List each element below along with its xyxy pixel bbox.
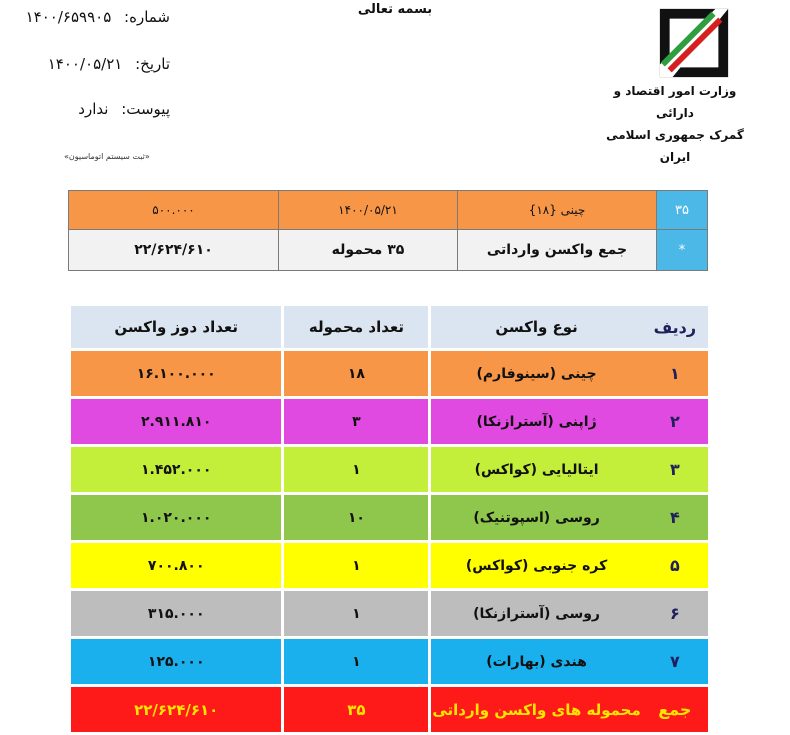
header-row-number: ردیف [642, 306, 708, 350]
summary-row-latest [69, 191, 708, 230]
row-number: ۱ [642, 350, 708, 398]
table-row [70, 542, 709, 590]
dose-count: ۱.۴۵۲.۰۰۰ [70, 446, 283, 494]
shipment-count: ۱۸ [283, 350, 430, 398]
dose-count: ۱۶.۱۰۰.۰۰۰ [70, 350, 283, 398]
table-row [70, 446, 709, 494]
summary-total-marker: * [657, 230, 708, 271]
row-number: ۵ [642, 542, 708, 590]
header-shipments: تعداد محموله [283, 306, 430, 350]
total-description: محموله های واکسن وارداتی [430, 686, 642, 734]
customs-logo-icon [655, 4, 733, 82]
ministry-name: وزارت امور اقتصاد و دارائی [613, 84, 737, 120]
letter-date-label: تاریخ: [135, 55, 170, 73]
letter-attachment-label: پیوست: [121, 100, 170, 118]
bismillah-heading: بسمه تعالی [357, 2, 433, 17]
shipment-count: ۱ [283, 638, 430, 686]
letter-number [26, 8, 170, 26]
table-row [70, 638, 709, 686]
vaccine-type: ژاپنی (آسترازنکا) [430, 398, 642, 446]
letter-attachment [78, 100, 170, 118]
table-row [70, 350, 709, 398]
summary-total-doses: ۲۲/۶۲۴/۶۱۰ [69, 230, 279, 271]
letter-number-label: شماره: [124, 8, 170, 26]
total-doses: ۲۲/۶۲۴/۶۱۰ [70, 686, 283, 734]
letter-attachment-value: ندارد [78, 100, 109, 118]
summary-shipment-number: ۳۵ [657, 191, 708, 230]
ministry-block [600, 80, 750, 168]
dose-count: ۲.۹۱۱.۸۱۰ [70, 398, 283, 446]
summary-date: ۱۴۰۰/۰۵/۲۱ [279, 191, 458, 230]
vaccine-type: روسی (اسپوتنیک) [430, 494, 642, 542]
header-vaccine-type: نوع واکسن [430, 306, 642, 350]
summary-doses: ۵۰۰.۰۰۰ [69, 191, 279, 230]
shipment-count: ۱ [283, 542, 430, 590]
letter-date-value: ۱۴۰۰/۰۵/۲۱ [47, 55, 123, 73]
summary-vaccine-type: چینی {۱۸} [458, 191, 657, 230]
row-number: ۷ [642, 638, 708, 686]
automation-note: «ثبت سیستم اتوماسیون» [64, 152, 150, 161]
total-label: جمع [642, 686, 708, 734]
header-doses: تعداد دوز واکسن [70, 306, 283, 350]
dose-count: ۱.۰۲۰.۰۰۰ [70, 494, 283, 542]
row-number: ۶ [642, 590, 708, 638]
summary-table [68, 190, 708, 271]
vaccine-imports-table [68, 306, 708, 735]
letter-date [48, 55, 170, 73]
table-row [70, 494, 709, 542]
summary-total-shipments: ۳۵ محموله [279, 230, 458, 271]
vaccine-type: کره جنوبی (کواکس) [430, 542, 642, 590]
table-header-row [70, 306, 709, 350]
dose-count: ۳۱۵.۰۰۰ [70, 590, 283, 638]
vaccine-type: روسی (آسترازنکا) [430, 590, 642, 638]
dose-count: ۷۰۰.۸۰۰ [70, 542, 283, 590]
table-row [70, 398, 709, 446]
row-number: ۳ [642, 446, 708, 494]
row-number: ۲ [642, 398, 708, 446]
dose-count: ۱۲۵.۰۰۰ [70, 638, 283, 686]
table-row [70, 590, 709, 638]
vaccine-type: ایتالیایی (کواکس) [430, 446, 642, 494]
shipment-count: ۳ [283, 398, 430, 446]
summary-total-label: جمع واکسن وارداتی [458, 230, 657, 271]
vaccine-type: چینی (سینوفارم) [430, 350, 642, 398]
shipment-count: ۱۰ [283, 494, 430, 542]
vaccine-type: هندی (بهارات) [430, 638, 642, 686]
shipment-count: ۱ [283, 446, 430, 494]
letter-number-value: ۱۴۰۰/۶۵۹۹۰۵ [25, 8, 112, 26]
total-shipments: ۳۵ [283, 686, 430, 734]
customs-name: گمرک جمهوری اسلامی ایران [606, 128, 744, 164]
shipment-count: ۱ [283, 590, 430, 638]
row-number: ۴ [642, 494, 708, 542]
table-total-row [70, 686, 709, 734]
summary-row-total [69, 230, 708, 271]
